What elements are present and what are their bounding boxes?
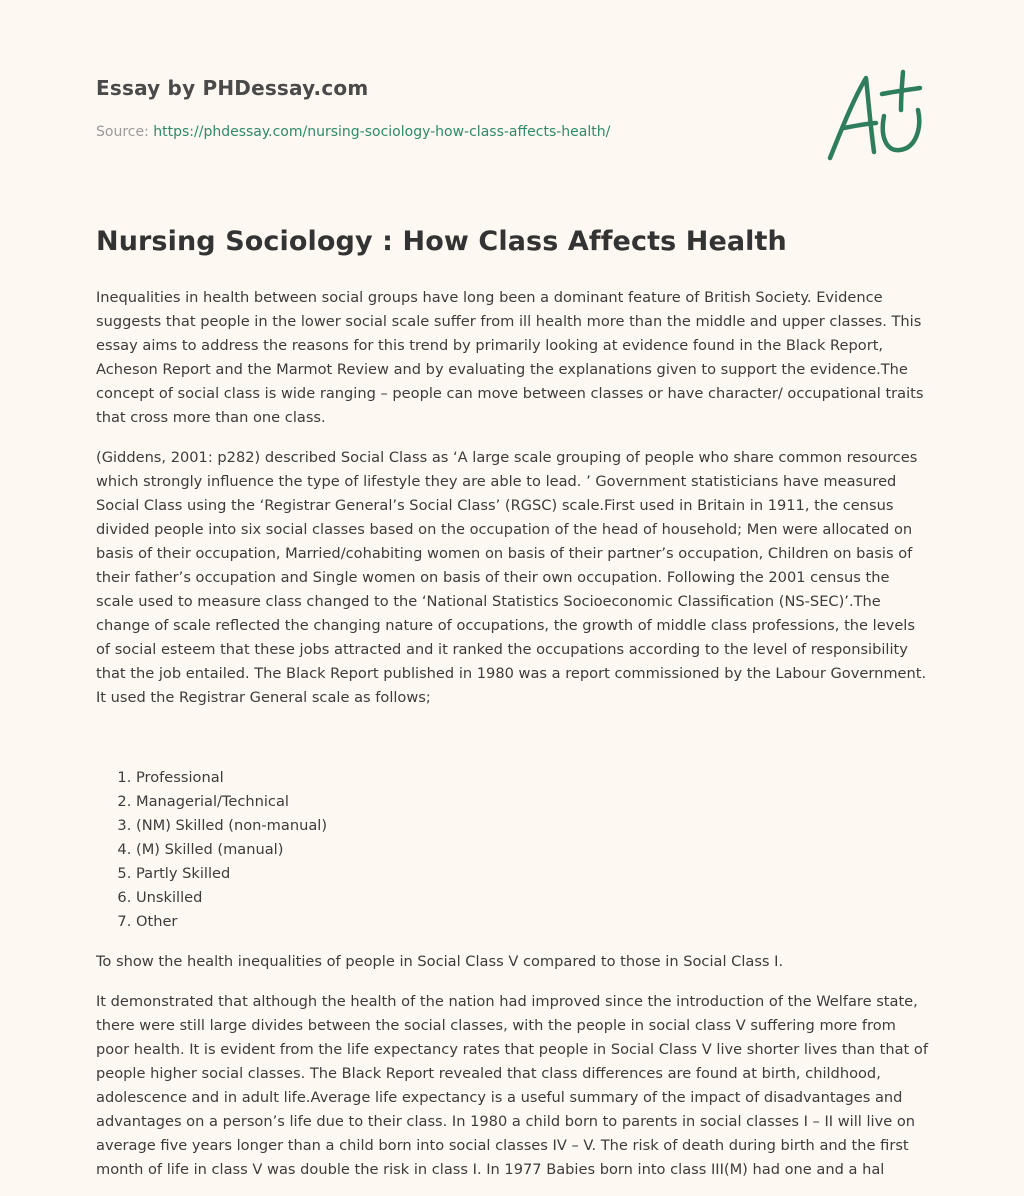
paragraph-social-class-v: To show the health inequalities of people in Social Class V compared to those in Social Class I. [96, 953, 784, 970]
list-item: 6. Unskilled [136, 886, 928, 910]
document-title: Nursing Sociology : How Class Affects Health [96, 226, 787, 257]
source-link[interactable]: https://phdessay.com/nursing-sociology-how-class-affects-health/ [153, 124, 611, 140]
list-item: 1. Professional [136, 766, 928, 790]
a-plus-logo-icon [820, 66, 930, 166]
source-label: Source: [96, 124, 154, 140]
essay-body [96, 286, 928, 1190]
source-line [96, 124, 610, 140]
list-item: 4. (M) Skilled (manual) [136, 838, 928, 862]
site-title: Essay by PHDessay.com [96, 76, 369, 100]
paragraph-intro: Inequalities in health between social groups have long been a dominant feature of British Society. Evidence suggests that people in the lower social scale suffer from ill health more than the middle and upper classes. This essay aims to address the reasons for this trend by primarily looking at evidence found in the Black Report, Acheson Report and the Marmot Review and by evaluating the explanations given to support the evidence.The concept of social class is wide ranging – people can move between classes or have character/ occupational traits that cross more than one class. [96, 289, 924, 426]
paragraph-giddens: (Giddens, 2001: p282) described Social Class as ‘A large scale grouping of people who share common resources which strongly influence the type of lifestyle they are able to lead. ’ Government statisticians have measured Social Class using the ‘Registrar General’s Social Class’ (RGSC) scale.First used in Britain in 1911, the census divided people into six social classes based on the occupation of the head of household; Men were allocated on basis of their occupation, Married/cohabiting women on basis of their partner’s occupation, Children on basis of their father’s occupation and Single women on basis of their own occupation. Following the 2001 census the scale used to measure class changed to the ‘National Statistics Socioeconomic Classification (NS-SEC)’.The change of scale reflected the changing nature of occupations, the growth of middle class professions, the levels of social esteem that these jobs attracted and it ranked the occupations according to the level of responsibility that the job entailed. The Black Report published in 1980 was a report commissioned by the Labour Government. It used the Registrar General scale as follows; [96, 449, 927, 706]
registrar-general-scale-list [96, 766, 928, 934]
list-item: 3. (NM) Skilled (non-manual) [136, 814, 928, 838]
list-item: 7. Other [136, 910, 928, 934]
paragraph-black-report: It demonstrated that although the health of the nation had improved since the introduction of the Welfare state, there were still large divides between the social classes, with the people in social class V suffering more from poor health. It is evident from the life expectancy rates that people in Social Class V live shorter lives than that of people higher social classes. The Black Report revealed that class differences are found at birth, childhood, adolescence and in adult life.Average life expectancy is a useful summary of the impact of disadvantages and advantages on a person’s life due to their class. In 1980 a child born to parents in social classes I – II will live on average five years longer than a child born into social classes IV – V. The risk of death during birth and the first month of life in class V was double the risk in class I. In 1977 Babies born into class III(M) had one and a hal [96, 993, 928, 1178]
list-item: 2. Managerial/Technical [136, 790, 928, 814]
list-item: 5. Partly Skilled [136, 862, 928, 886]
